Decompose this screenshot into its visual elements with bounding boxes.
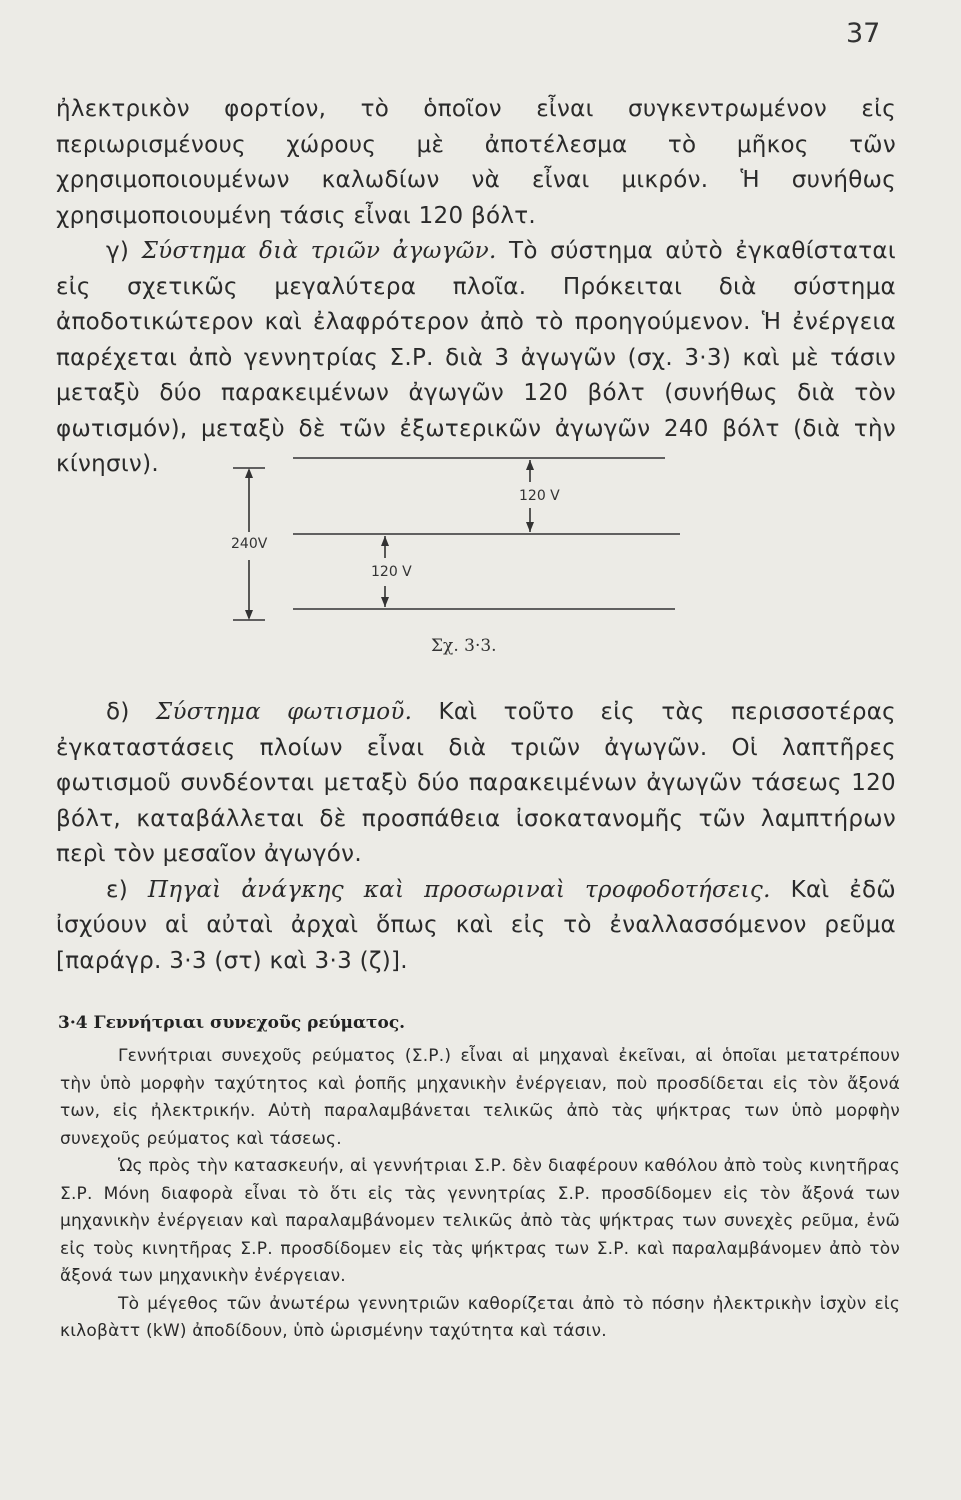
dim-240-arrowhead-down [245, 610, 253, 620]
small-text-block [60, 1043, 900, 1346]
section-e-text: Καὶ ἐδῶ ἰσχύουν αἱ αὐταὶ ἀρχαὶ ὅπως καὶ εἰς τὸ ἐναλλασσόμενον ρεῦμα [παράγρ. 3·3 (στ) καὶ 3·3 (ζ)]. [56, 876, 896, 974]
section-e-label: ε) [106, 876, 129, 903]
three-wire-diagram [225, 450, 695, 640]
intro-paragraph: ἠλεκτρικὸν φορτίον, τὸ ὁποῖον εἶναι συγκεντρωμένον εἰς περιωρισμένους χώρους μὲ ἀποτέλεσμα τὸ μῆκος τῶν χρησιμοποιουμένων καλωδίων νὰ εἶναι μικρόν. Ἡ συνήθως χρησιμοποιουμένη τάσις εἶναι 120 βόλτ. [56, 96, 896, 229]
label-120v-bottom: 120 V [371, 564, 412, 580]
page-number: 37 [846, 18, 881, 49]
small-paragraph-1: Γεννήτριαι συνεχοῦς ρεύματος (Σ.Ρ.) εἶναι αἱ μηχαναὶ ἐκεῖναι, αἱ ὁποῖαι μετατρέπουν τὴν ὑπὸ μορφὴν ταχύτητος καὶ ῥοπῆς μηχανικὴν ἐνέργειαν, ποὺ προσδίδεται εἰς τὸν ἄξονά των, εἰς ἠλεκτρικήν. Αὐτὴ παραλαμβάνεται τελικῶς ἀπὸ τὰς ψήκτρας των ὑπὸ μορφὴν συνεχοῦς ρεύματος καὶ τάσεως. [60, 1046, 900, 1149]
figure-caption: Σχ. 3·3. [431, 636, 497, 656]
section-g-paragraph [56, 234, 896, 483]
section-d-paragraph [56, 695, 896, 873]
section-e-paragraph [56, 873, 896, 980]
section-d-title: Σύστημα φωτισμοῦ. [155, 699, 413, 725]
three-wire-diagram-svg [225, 450, 695, 640]
section-d-label: δ) [106, 699, 130, 725]
label-120v-top: 120 V [519, 488, 560, 504]
label-240v: 240V [231, 536, 268, 552]
section-g-text: Τὸ σύστημα αὐτὸ ἐγκαθίσταται εἰς σχετικῶς μεγαλύτερα πλοῖα. Πρόκειται διὰ σύστημα ἀποδοτικώτερον καὶ ἐλαφρότερον ἀπὸ τὸ προηγούμενον. Ἡ ἐνέργεια παρέχεται ἀπὸ γεννητρίας Σ.Ρ. διὰ 3 ἀγωγῶν (σχ. 3·3) καὶ μὲ τάσιν μεταξὺ δύο παρακειμένων ἀγωγῶν 120 βόλτ (συνήθως διὰ τὸν φωτισμόν), μεταξὺ δὲ τῶν ἐξωτερικῶν ἀγωγῶν 240 βόλτ (διὰ τὴν κίνησιν). [56, 238, 896, 477]
section-e-title: Πηγαὶ ἀνάγκης καὶ προσωριναὶ τροφοδοτήσεις. [147, 876, 771, 903]
dim-120-bottom-arrowhead-up [381, 536, 389, 546]
small-paragraph-3: Τὸ μέγεθος τῶν ἀνωτέρω γεννητριῶν καθορίζεται ἀπὸ τὸ πόσην ἠλεκτρικὴν ἰσχὺν εἰς κιλοβὰττ (kW) ἀποδίδουν, ὑπὸ ὡρισμένην ταχύτητα καὶ τάσιν. [60, 1293, 900, 1341]
dim-120-bottom-arrowhead-down [381, 597, 389, 607]
dim-240-arrowhead-up [245, 468, 253, 478]
lower-text-block [56, 695, 896, 979]
dim-120-top-arrowhead-up [526, 460, 534, 470]
section-heading: 3·4 Γεννήτριαι συνεχοῦς ρεύματος. [58, 1013, 406, 1033]
section-g-title: Σύστημα διὰ τριῶν ἀγωγῶν. [141, 238, 497, 264]
section-g-label: γ) [106, 238, 130, 264]
section-d-text: Καὶ τοῦτο εἰς τὰς περισσοτέρας ἐγκαταστάσεις πλοίων εἶναι διὰ τριῶν ἀγωγῶν. Οἱ λαπτῆρες φωτισμοῦ συνδέονται μεταξὺ δύο παρακειμένων ἀγωγῶν τάσεως 120 βόλτ, καταβάλλεται δὲ προσπάθεια ἰσοκατανομῆς τῶν λαμπτήρων περὶ τὸν μεσαῖον ἀγωγόν. [56, 699, 896, 867]
upper-text-block [56, 92, 896, 483]
dim-120-top-arrowhead-down [526, 522, 534, 532]
small-paragraph-2: Ὡς πρὸς τὴν κατασκευήν, αἱ γεννήτριαι Σ.Ρ. δὲν διαφέρουν καθόλου ἀπὸ τοὺς κινητῆρας Σ.Ρ. Μόνη διαφορὰ εἶναι τὸ ὅτι εἰς τὰς γεννητρίας Σ.Ρ. προσδίδομεν εἰς τὸν ἄξονά των μηχανικὴν ἐνέργειαν καὶ παραλαμβάνομεν τελικῶς ἀπὸ τὰς ψήκτρας των συνεχὲς ρεῦμα, ἐνῶ εἰς τοὺς κινητῆρας Σ.Ρ. προσδίδομεν εἰς τὰς ψήκτρας των Σ.Ρ. καὶ παραλαμβάνομεν ἀπὸ τὸν ἄξονά των μηχανικὴν ἐνέργειαν. [60, 1156, 900, 1286]
